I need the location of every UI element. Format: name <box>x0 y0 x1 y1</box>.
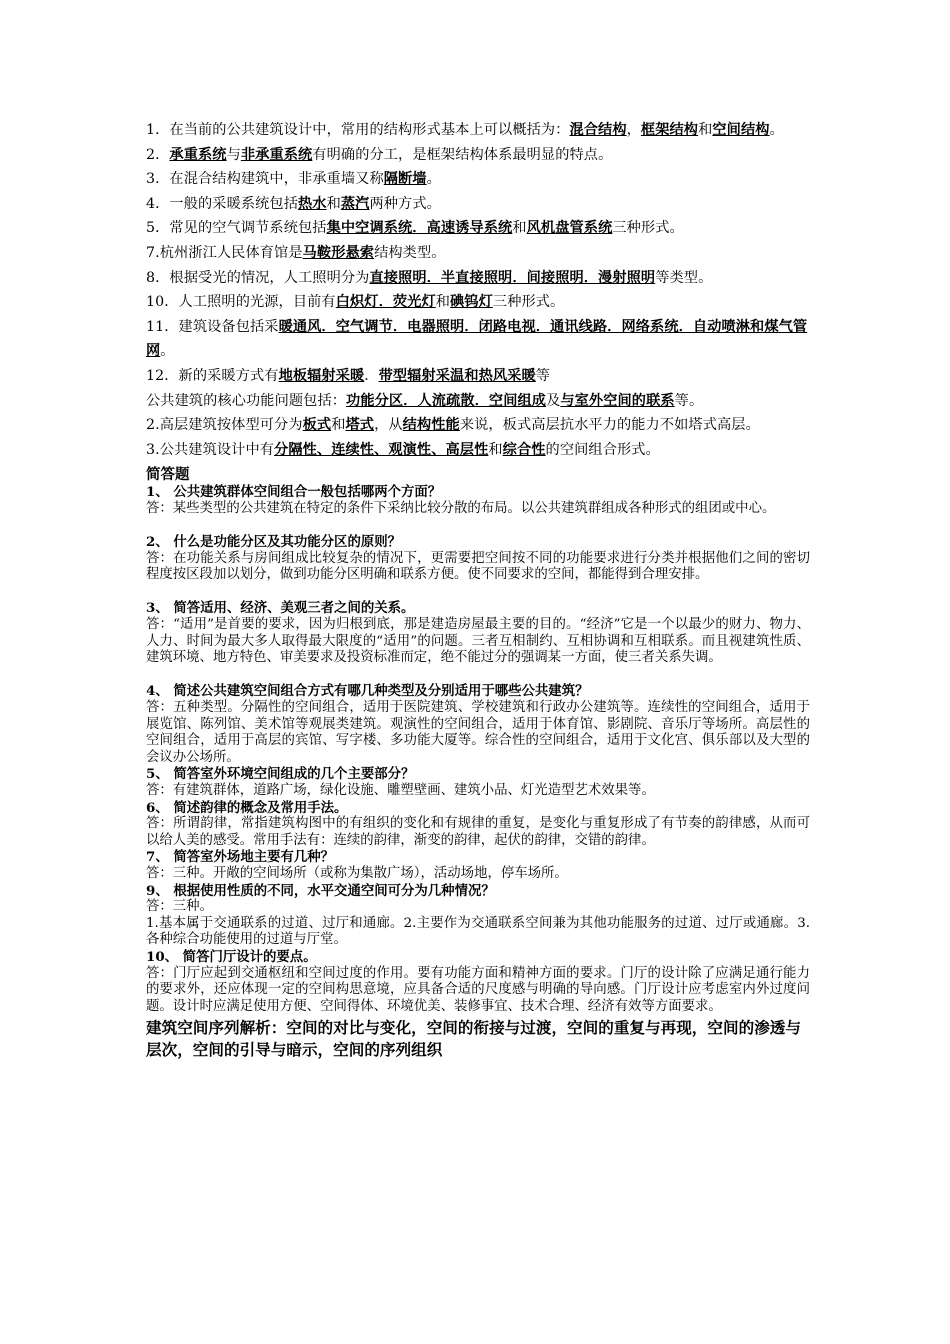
question: 2、 什么是功能分区及其功能分区的原则？ <box>146 534 402 551</box>
line-text: 2.高层建筑按体型可分为 <box>146 417 303 434</box>
line-text: 5．常见的空气调节系统包括 <box>146 220 327 237</box>
qa-section <box>146 484 810 1015</box>
answer-keyword: 热水 <box>298 195 327 212</box>
fill-in-blanks-section <box>146 118 810 462</box>
answer-keyword: 暖通风．空气调节．电器照明．闭路电视．通讯线路．网络系统．自动喷淋和煤气管网 <box>146 318 808 360</box>
line-text: 公共建筑的核心功能问题包括： <box>146 392 347 409</box>
qa-item <box>146 484 810 534</box>
answer-keyword: 综合性 <box>502 441 546 458</box>
answer-keyword: 隔断墙 <box>383 171 427 188</box>
line-text: 和 <box>698 122 713 138</box>
qa-item <box>146 600 810 683</box>
question: 5、 简答室外环境空间组成的几个主要部分？ <box>146 766 415 783</box>
line-text: 及 <box>546 392 561 409</box>
answer-keyword: 直接照明．半直接照明．间接照明．漫射照明 <box>369 269 656 286</box>
qa-item <box>146 683 810 766</box>
question: 6、 简述韵律的概念及常用手法。 <box>146 799 348 816</box>
question: 1、 公共建筑群体空间组合一般包括哪两个方面？ <box>146 484 442 501</box>
fill-line <box>146 438 810 463</box>
answer: 答：在功能关系与房间组成比较复杂的情况下，更需要把空间按不同的功能要求进行分类并根据他们之间的密切程度按区段加以划分，做到功能分区明确和联系方便。使不同要求的空间，都能得到合理安排。 <box>146 550 810 583</box>
line-text: 3.公共建筑设计中有 <box>146 441 275 458</box>
line-text: 和 <box>488 441 503 458</box>
line-text: 4．一般的采暖系统包括 <box>146 195 299 212</box>
answer: 1.基本属于交通联系的过道、过厅和通廊。2.主要作为交通联系空间兼为其他功能服务的过道、过厅或通廊。3.各种综合功能使用的过道与厅堂。 <box>146 915 810 948</box>
question: 10、 简答门厅设计的要点。 <box>146 948 317 965</box>
answer-keyword: 承重系统 <box>169 146 227 163</box>
line-text: 1．在当前的公共建筑设计中，常用的结构形式基本上可以概括为： <box>146 122 570 138</box>
line-text: 7.杭州浙江人民体育馆是 <box>146 244 303 261</box>
line-text: 2． <box>146 146 170 163</box>
line-text: 等 <box>535 367 551 384</box>
answer-keyword: 塔式 <box>345 417 375 434</box>
fill-line <box>146 192 810 217</box>
answer: 答：某些类型的公共建筑在特定的条件下采纳比较分散的布局。以公共建筑群组成各种形式的组团或中心。 <box>146 500 776 516</box>
line-text: 的空间组合形式。 <box>545 441 660 458</box>
line-text: 。 <box>769 122 784 138</box>
line-text: 8．根据受光的情况，人工照明分为 <box>146 269 370 286</box>
fill-line <box>146 241 810 266</box>
line-text: 和 <box>435 294 451 311</box>
qa-item <box>146 949 810 1015</box>
answer: 答：三种。开敞的空间场所（或称为集散广场），活动场地，停车场所。 <box>146 865 568 881</box>
document-page <box>146 118 810 1061</box>
line-text: 。 <box>426 171 441 188</box>
section-title: 简答题 <box>146 466 190 484</box>
line-text: 两种方式。 <box>369 195 441 212</box>
answer-keyword: 框架结构 <box>640 122 699 138</box>
answer-keyword: 带型辐射采温和热风采暖 <box>378 367 536 384</box>
answer: 答：五种类型。分隔性的空间组合，适用于医院建筑、学校建筑和行政办公建筑等。连续性的空间组合，适用于展览馆、陈列馆、美术馆等观展类建筑。观演性的空间组合，适用于体育馆、影剧院、音乐厅等场所。高层性的空间组合，适用于高层的宾馆、写字楼、多功能大厦等。综合性的空间组合，适用于文化宫、俱乐部以及大型的会议办公场所。 <box>146 700 810 765</box>
line-text: 结构类型。 <box>374 244 446 261</box>
line-text: 和 <box>512 220 527 237</box>
answer-keyword: 马鞍形悬索 <box>302 244 375 261</box>
line-text: 等。 <box>674 392 704 409</box>
question: 9、 根据使用性质的不同，水平交通空间可分为几种情况？ <box>146 882 495 899</box>
line-text: 三种形式。 <box>492 294 565 311</box>
answer-keyword: 地板辐射采暖 <box>278 367 365 384</box>
fill-line <box>146 290 810 315</box>
answer-keyword: 结构性能 <box>402 417 460 434</box>
line-text: 12．新的采暖方式有 <box>146 367 279 384</box>
answer-keyword: 碘钨灯 <box>450 294 493 311</box>
answer-keyword: 白炽灯．荧光灯 <box>335 294 436 311</box>
question: 4、 简述公共建筑空间组合方式有哪几种类型及分别适用于哪些公共建筑？ <box>146 683 589 700</box>
answer-keyword: 与室外空间的联系 <box>560 392 675 409</box>
qa-item <box>146 849 810 882</box>
fill-line <box>146 389 810 414</box>
fill-line <box>146 118 810 143</box>
answer-keyword: 板式 <box>302 417 332 434</box>
line-text: 有明确的分工，是框架结构体系最明显的特点。 <box>312 146 613 163</box>
answer-keyword: 风机盘管系统 <box>526 220 613 237</box>
fill-line <box>146 143 810 168</box>
fill-line <box>146 167 810 192</box>
line-text: 三种形式。 <box>612 220 684 237</box>
qa-item <box>146 534 810 600</box>
fill-line <box>146 315 810 364</box>
qa-item <box>146 766 810 799</box>
footer-summary: 建筑空间序列解析：空间的对比与变化，空间的衔接与过渡，空间的重复与再现，空间的渗透与层次，空间的引导与暗示，空间的序列组织 <box>146 1018 801 1060</box>
line-text: 等类型。 <box>655 269 713 286</box>
line-text: ． <box>364 367 379 384</box>
answer: 答：所谓韵律，常指建筑构图中的有组织的变化和有规律的重复，是变化与重复形成了有节奏的韵律感，从而可以给人美的感受。常用手法有：连续的韵律，渐变的韵律，起伏的韵律，交错的韵律。 <box>146 816 810 848</box>
qa-item <box>146 883 810 949</box>
answer: 答：三种。 <box>146 899 213 915</box>
line-text: 来说，板式高层抗水平力的能力不如塔式高层。 <box>459 417 760 434</box>
line-text: 与 <box>226 146 241 163</box>
question: 7、 简答室外场地主要有几种？ <box>146 849 335 866</box>
fill-line <box>146 216 810 241</box>
answer-keyword: 集中空调系统．高速诱导系统 <box>326 220 513 237</box>
line-text: 和 <box>326 195 341 212</box>
answer-keyword: 分隔性、连续性、观演性、高层性 <box>274 441 489 458</box>
line-text: 10．人工照明的光源，目前有 <box>146 294 336 311</box>
answer-keyword: 空间结构 <box>712 122 770 138</box>
line-text: 。 <box>160 343 175 360</box>
fill-line <box>146 413 810 438</box>
line-text: 和 <box>331 417 346 434</box>
line-text: ， <box>626 122 641 138</box>
answer-keyword: 混合结构 <box>569 122 627 138</box>
question: 3、 简答适用、经济、美观三者之间的关系。 <box>146 600 415 617</box>
line-text: 3．在混合结构建筑中，非承重墙又称 <box>146 171 384 188</box>
answer-keyword: 功能分区．人流疏散．空间组成 <box>346 392 547 409</box>
line-text: 11．建筑设备包括采 <box>146 318 279 335</box>
fill-line <box>146 364 810 389</box>
answer: 答：有建筑群体，道路广场，绿化设施、雕塑壁画、建筑小品、灯光造型艺术效果等。 <box>146 783 655 798</box>
answer: 答：“适用”是首要的要求，因为归根到底，那是建造房屋最主要的目的。“经济”它是一个以最少的财力、物力、人力、时间为最大多人取得最大限度的“适用”的问题。三者互相制约、互相协调和互相联系。而且视建筑性质、建筑环境、地方特色、审美要求及投资标准而定，绝不能过分的强调某一方面，使三者关系失调。 <box>146 617 810 666</box>
answer-keyword: 蒸汽 <box>340 195 370 212</box>
answer-keyword: 非承重系统 <box>240 146 313 163</box>
qa-item <box>146 800 810 850</box>
line-text: ，从 <box>374 417 403 434</box>
answer: 答：门厅应起到交通枢纽和空间过度的作用。要有功能方面和精神方面的要求。门厅的设计除了应满足通行能力的要求外，还应体现一定的空间构思意境，应具备合适的尺度感与明确的导向感。门厅设计应考虑室内外过度问题。设计时应满足使用方便、空间得体、环境优美、装修事宜、技术合理、经济有效等方面要求。 <box>146 965 810 1014</box>
fill-line <box>146 266 810 291</box>
